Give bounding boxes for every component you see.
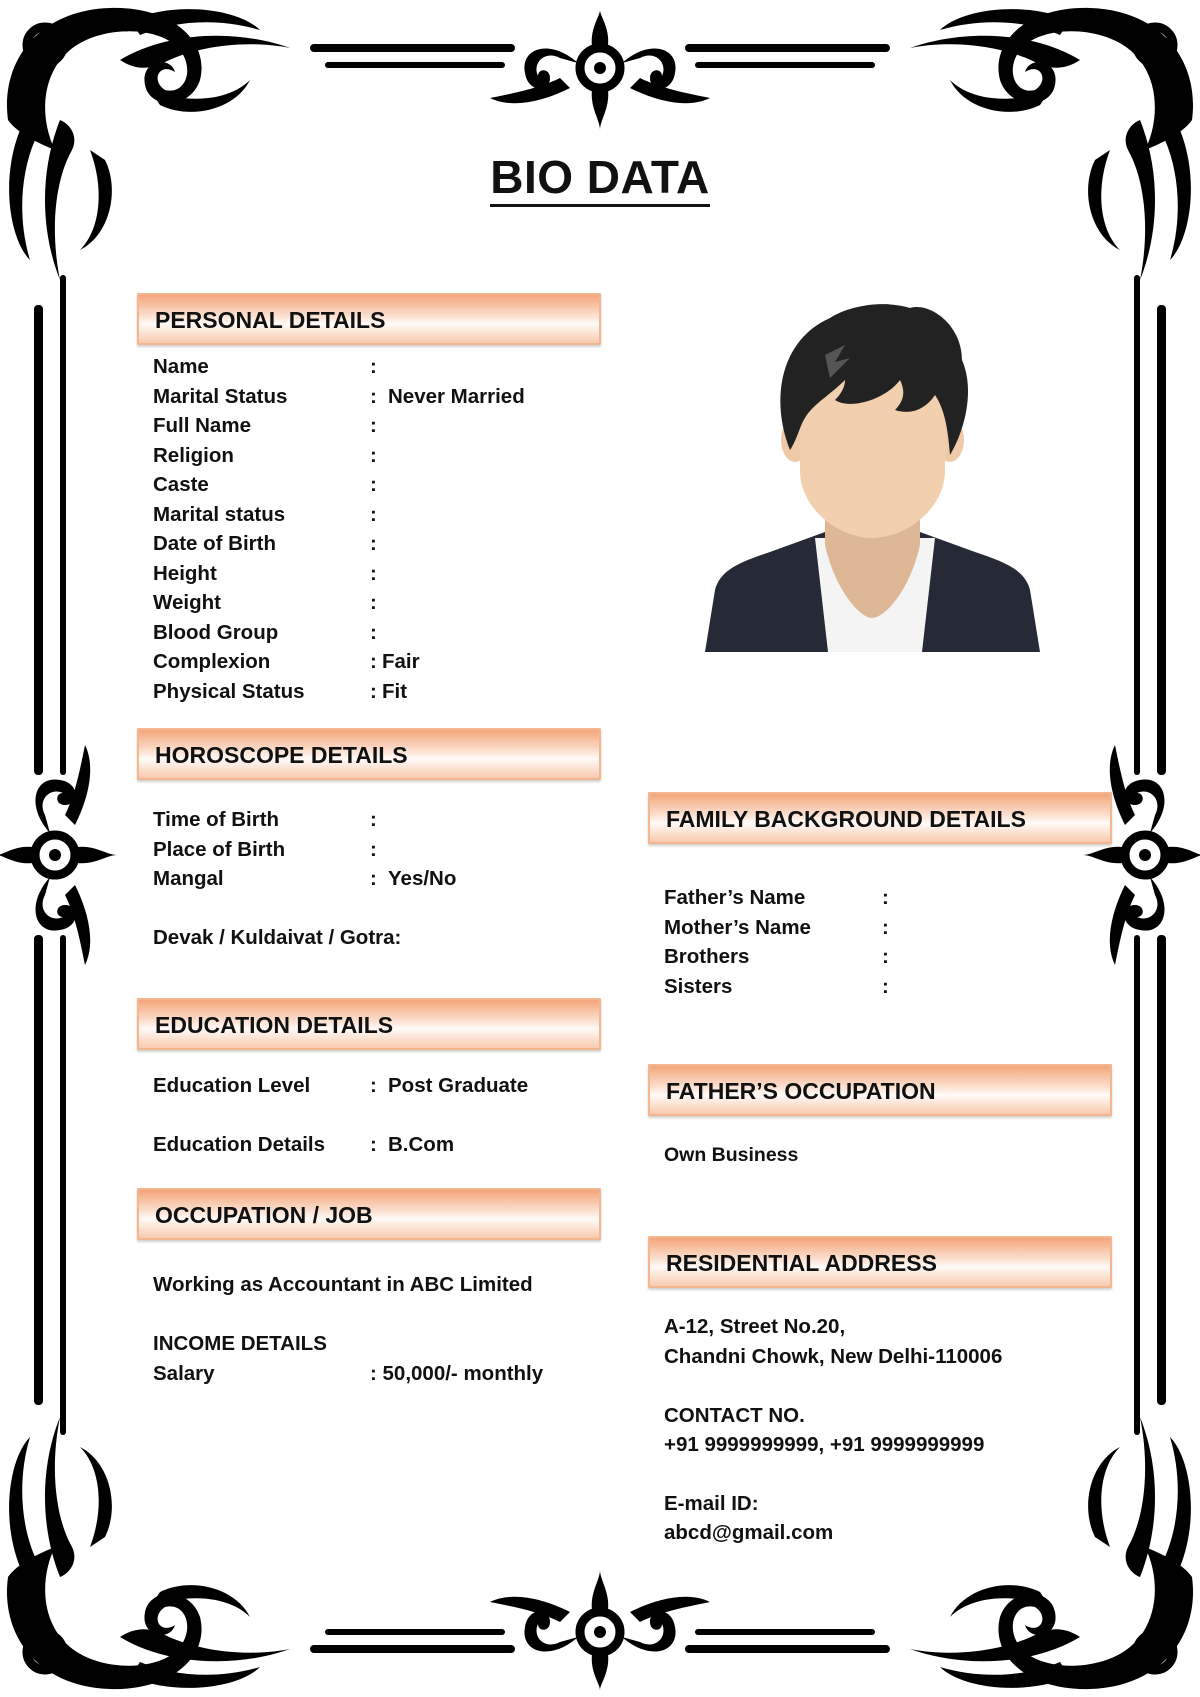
- family-background-heading: FAMILY BACKGROUND DETAILS: [648, 792, 1112, 844]
- personal-row: Date of Birth :: [153, 532, 377, 555]
- personal-row: Marital Status : Never Married: [153, 384, 525, 408]
- education-details-heading: EDUCATION DETAILS: [137, 998, 601, 1050]
- email-address: abcd@gmail.com: [664, 1521, 834, 1544]
- personal-row: Height :: [153, 561, 377, 585]
- personal-row: Caste :: [153, 473, 377, 496]
- contact-heading: CONTACT NO.: [664, 1404, 805, 1427]
- personal-row: Blood Group :: [153, 620, 377, 644]
- gotra-label: Devak / Kuldaivat / Gotra:: [153, 926, 402, 949]
- personal-details-heading: PERSONAL DETAILS: [137, 293, 601, 345]
- personal-row: Religion :: [153, 443, 377, 467]
- income-heading: INCOME DETAILS: [153, 1332, 327, 1355]
- horoscope-row: Time of Birth :: [153, 808, 377, 831]
- family-row: Father’s Name :: [664, 886, 889, 909]
- horoscope-row: Place of Birth :: [153, 837, 377, 861]
- family-row: Brothers :: [664, 945, 889, 968]
- horoscope-details-list: [153, 808, 613, 897]
- education-row: Education Details : B.Com: [153, 1133, 455, 1156]
- personal-row: Weight :: [153, 591, 377, 614]
- salary-label: Salary: [153, 1362, 215, 1385]
- personal-details-list: [153, 355, 613, 709]
- family-row: Sisters :: [664, 974, 889, 998]
- page-title: BIO DATA: [0, 150, 1200, 204]
- address-line-1: A-12, Street No.20,: [664, 1315, 846, 1338]
- residential-address-heading: RESIDENTIAL ADDRESS: [648, 1236, 1112, 1288]
- contact-numbers: +91 9999999999, +91 9999999999: [664, 1433, 985, 1456]
- fathers-occupation-heading: FATHER’S OCCUPATION: [648, 1064, 1112, 1116]
- person-avatar-icon: [700, 300, 1045, 655]
- email-heading: E-mail ID:: [664, 1492, 759, 1515]
- personal-row: Name :: [153, 355, 377, 378]
- personal-row: Physical Status : Fit: [153, 679, 408, 703]
- education-details-list: [153, 1074, 613, 1163]
- education-row: Education Level : Post Graduate: [153, 1074, 529, 1097]
- occupation-text: Working as Accountant in ABC Limited: [153, 1273, 533, 1296]
- fathers-occupation-text: Own Business: [664, 1144, 799, 1166]
- personal-row: Marital status :: [153, 502, 377, 526]
- horoscope-details-heading: HOROSCOPE DETAILS: [137, 728, 601, 780]
- personal-row: Complexion : Fair: [153, 650, 420, 673]
- personal-row: Full Name :: [153, 414, 377, 437]
- salary-value: : 50,000/- monthly: [370, 1362, 544, 1385]
- horoscope-row: Mangal : Yes/No: [153, 867, 457, 890]
- family-details-list: [664, 886, 1124, 1004]
- address-line-2: Chandni Chowk, New Delhi-110006: [664, 1345, 1003, 1368]
- occupation-heading: OCCUPATION / JOB: [137, 1188, 601, 1240]
- family-row: Mother’s Name :: [664, 915, 889, 939]
